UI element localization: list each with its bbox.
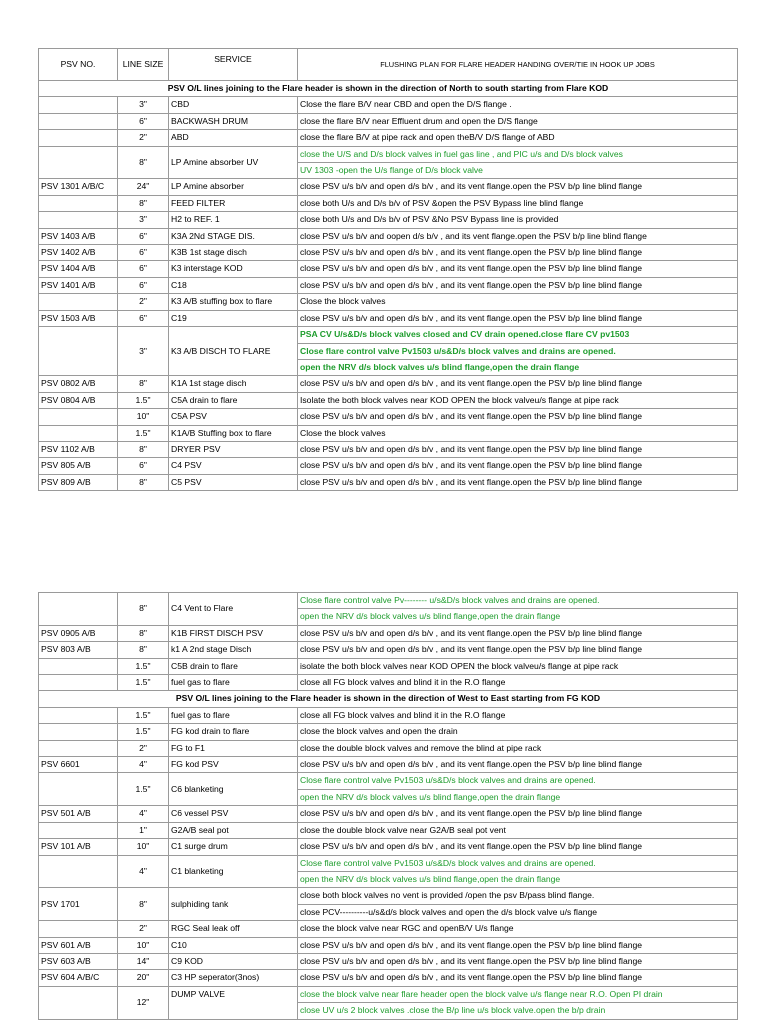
flushing-plan-cell: close PSV u/s b/v and open d/s b/v , and its vent flange.open the PSV b/p line blind flange (298, 806, 738, 822)
service-cell: C18 (169, 277, 298, 293)
flushing-plan-cell: close PSV u/s b/v and open d/s b/v , and its vent flange.open the PSV b/p line blind flange (298, 937, 738, 953)
line-size-cell: 10" (118, 937, 169, 953)
psv-number-cell: PSV 1402 A/B (39, 245, 118, 261)
table-row (39, 376, 738, 392)
table-row (39, 327, 738, 343)
service-cell: H2 to REF. 1 (169, 212, 298, 228)
flushing-plan-cell: open the NRV d/s block valves u/s blind flange,open the drain flange (298, 871, 738, 887)
psv-number-cell: PSV 1503 A/B (39, 310, 118, 326)
flushing-plan-cell: close PSV u/s b/v and open d/s b/v , and its vent flange.open the PSV b/p line blind flange (298, 970, 738, 986)
service-cell: RGC Seal leak off (169, 921, 298, 937)
table-row (39, 245, 738, 261)
service-cell: C5A PSV (169, 409, 298, 425)
line-size-cell: 8" (118, 642, 169, 658)
table-row (39, 970, 738, 986)
service-cell: C1 blanketing (169, 855, 298, 888)
section-note: PSV O/L lines joining to the Flare header is shown in the direction of West to East starting from FG KOD (39, 691, 738, 707)
table-row (39, 212, 738, 228)
flushing-plan-cell: close PSV u/s b/v and open d/s b/v , and its vent flange.open the PSV b/p line blind flange (298, 310, 738, 326)
table-row (39, 855, 738, 871)
table-row (39, 740, 738, 756)
flushing-plan-cell: close PSV u/s b/v and open d/s b/v , and its vent flange.open the PSV b/p line blind flange (298, 376, 738, 392)
psv-number-cell (39, 409, 118, 425)
line-size-cell: 1.5" (118, 675, 169, 691)
psv-number-cell: PSV 809 A/B (39, 474, 118, 490)
table-row (39, 642, 738, 658)
service-cell: k1 A 2nd stage Disch (169, 642, 298, 658)
psv-number-cell (39, 425, 118, 441)
flushing-plan-table-1 (38, 48, 738, 491)
flushing-plan-cell: close PSV u/s b/v and oopen d/s b/v , and its vent flange.open the PSV b/p line blind flange (298, 228, 738, 244)
table-row (39, 707, 738, 723)
flushing-plan-cell: close the double block valves and remove the blind at pipe rack (298, 740, 738, 756)
psv-number-cell (39, 921, 118, 937)
line-size-cell: 4" (118, 806, 169, 822)
line-size-cell: 2" (118, 740, 169, 756)
psv-number-cell (39, 675, 118, 691)
service-cell: K3 A/B DISCH TO FLARE (169, 327, 298, 376)
flushing-plan-cell: isolate the both block valves near KOD OPEN the block valveu/s flange at pipe rack (298, 658, 738, 674)
psv-number-cell: PSV 604 A/B/C (39, 970, 118, 986)
table-row (39, 757, 738, 773)
line-size-cell: 1.5" (118, 658, 169, 674)
header-service: SERVICE (169, 49, 298, 81)
table-row (39, 277, 738, 293)
line-size-cell: 10" (118, 409, 169, 425)
table-row (39, 441, 738, 457)
table-row (39, 773, 738, 789)
flushing-plan-cell: close PSV u/s b/v and open d/s b/v , and its vent flange.open the PSV b/p line blind flange (298, 757, 738, 773)
table-row (39, 179, 738, 195)
service-cell: LP Amine absorber UV (169, 146, 298, 179)
table-row (39, 294, 738, 310)
flushing-plan-cell: close PSV u/s b/v and open d/s b/v , and its vent flange.open the PSV b/p line blind flange (298, 458, 738, 474)
service-cell: C19 (169, 310, 298, 326)
flushing-plan-cell: PSA CV U/s&D/s block valves closed and CV drain opened.close flare CV pv1503 (298, 327, 738, 343)
service-cell: C6 blanketing (169, 773, 298, 806)
service-cell: C4 Vent to Flare (169, 593, 298, 626)
line-size-cell: 1.5" (118, 392, 169, 408)
psv-number-cell (39, 822, 118, 838)
table-row (39, 937, 738, 953)
service-cell: FG to F1 (169, 740, 298, 756)
flushing-plan-cell: close PSV u/s b/v and open d/s b/v , and its vent flange.open the PSV b/p line blind flange (298, 179, 738, 195)
service-cell: FG kod PSV (169, 757, 298, 773)
line-size-cell: 2" (118, 921, 169, 937)
flushing-plan-cell: close PSV u/s b/v and open d/s b/v , and its vent flange.open the PSV b/p line blind flange (298, 409, 738, 425)
flushing-plan-cell: Close the block valves (298, 294, 738, 310)
psv-number-cell: PSV 1403 A/B (39, 228, 118, 244)
psv-number-cell: PSV 601 A/B (39, 937, 118, 953)
psv-number-cell: PSV 0905 A/B (39, 625, 118, 641)
flushing-plan-cell: close both U/s and D/s b/v of PSV &No PSV Bypass line is provided (298, 212, 738, 228)
flushing-plan-cell: close PSV u/s b/v and open d/s b/v , and its vent flange.open the PSV b/p line blind flange (298, 474, 738, 490)
table-row (39, 839, 738, 855)
line-size-cell: 8" (118, 376, 169, 392)
psv-number-cell: PSV 1102 A/B (39, 441, 118, 457)
service-cell: G2A/B seal pot (169, 822, 298, 838)
flushing-plan-cell: close the block valve near flare header open the block valve u/s flange near R.O. Open PI drain (298, 986, 738, 1002)
section-note-row (39, 81, 738, 97)
flushing-plan-cell: Close flare control valve Pv1503 u/s&D/s block valves and drains are opened. (298, 773, 738, 789)
line-size-cell: 8" (118, 195, 169, 211)
flushing-plan-cell: Close flare control valve Pv-------- u/s&D/s block valves and drains are opened. (298, 593, 738, 609)
line-size-cell: 10" (118, 839, 169, 855)
table-row (39, 658, 738, 674)
flushing-plan-cell: close the flare B/V near Effluent drum and open the D/S flange (298, 113, 738, 129)
table-row (39, 822, 738, 838)
service-cell: K1B FIRST DISCH PSV (169, 625, 298, 641)
flushing-plan-cell: close the block valves and open the drain (298, 724, 738, 740)
table-row (39, 458, 738, 474)
flushing-plan-cell: Close flare control valve Pv1503 u/s&D/s block valves and drains are opened. (298, 343, 738, 359)
table-row (39, 228, 738, 244)
header-line-size: LINE SIZE (118, 49, 169, 81)
service-cell: K3 A/B stuffing box to flare (169, 294, 298, 310)
line-size-cell: 1.5" (118, 724, 169, 740)
flushing-plan-cell: close PSV u/s b/v and open d/s b/v , and its vent flange.open the PSV b/p line blind flange (298, 261, 738, 277)
psv-number-cell: PSV 1401 A/B (39, 277, 118, 293)
service-cell: C6 vessel PSV (169, 806, 298, 822)
flushing-plan-cell: close PSV u/s b/v and open d/s b/v , and its vent flange.open the PSV b/p line blind flange (298, 277, 738, 293)
section-note-row (39, 691, 738, 707)
table-row (39, 593, 738, 609)
table-row (39, 806, 738, 822)
line-size-cell: 6" (118, 113, 169, 129)
line-size-cell: 3" (118, 212, 169, 228)
flushing-plan-cell: open the NRV d/s block valves u/s blind flange,open the drain flange (298, 359, 738, 375)
line-size-cell: 6" (118, 458, 169, 474)
flushing-plan-cell: close PSV u/s b/v and open d/s b/v , and its vent flange.open the PSV b/p line blind flange (298, 953, 738, 969)
flushing-plan-cell: close PSV u/s b/v and open d/s b/v , and its vent flange.open the PSV b/p line blind flange (298, 245, 738, 261)
flushing-plan-cell: close PSV u/s b/v and open d/s b/v , and its vent flange.open the PSV b/p line blind flange (298, 625, 738, 641)
psv-number-cell: PSV 101 A/B (39, 839, 118, 855)
flushing-plan-cell: Close the flare B/V near CBD and open the D/S flange . (298, 97, 738, 113)
line-size-cell: 8" (118, 625, 169, 641)
psv-number-cell (39, 327, 118, 376)
psv-number-cell (39, 593, 118, 626)
line-size-cell: 1.5" (118, 773, 169, 806)
table-2-body (39, 593, 738, 1020)
service-cell: fuel gas to flare (169, 707, 298, 723)
service-cell: CBD (169, 97, 298, 113)
service-cell: K1A 1st stage disch (169, 376, 298, 392)
table-row (39, 310, 738, 326)
psv-number-cell: PSV 1301 A/B/C (39, 179, 118, 195)
section-note: PSV O/L lines joining to the Flare header is shown in the direction of North to south starting from Flare KOD (39, 81, 738, 97)
line-size-cell: 4" (118, 855, 169, 888)
line-size-cell: 3" (118, 327, 169, 376)
psv-number-cell (39, 773, 118, 806)
service-cell: K3A 2Nd STAGE DIS. (169, 228, 298, 244)
table-row (39, 675, 738, 691)
line-size-cell: 2" (118, 130, 169, 146)
psv-number-cell (39, 195, 118, 211)
psv-number-cell: PSV 803 A/B (39, 642, 118, 658)
header-psv-no: PSV NO. (39, 49, 118, 81)
psv-number-cell (39, 97, 118, 113)
psv-number-cell (39, 212, 118, 228)
table-row (39, 921, 738, 937)
line-size-cell: 8" (118, 888, 169, 921)
flushing-plan-cell: Isolate the both block valves near KOD OPEN the block valveu/s flange at pipe rack (298, 392, 738, 408)
service-cell: sulphiding tank (169, 888, 298, 921)
psv-number-cell (39, 294, 118, 310)
flushing-plan-cell: open the NRV d/s block valves u/s blind flange,open the drain flange (298, 609, 738, 625)
flushing-plan-cell: close PSV u/s b/v and open d/s b/v , and its vent flange.open the PSV b/p line blind flange (298, 839, 738, 855)
line-size-cell: 24" (118, 179, 169, 195)
table-row (39, 113, 738, 129)
psv-number-cell: PSV 0804 A/B (39, 392, 118, 408)
table-row (39, 474, 738, 490)
table-row (39, 986, 738, 1002)
flushing-plan-cell: close all FG block valves and blind it in the R.O flange (298, 707, 738, 723)
psv-number-cell (39, 855, 118, 888)
psv-number-cell (39, 130, 118, 146)
flushing-plan-cell: close PSV u/s b/v and open d/s b/v , and its vent flange.open the PSV b/p line blind flange (298, 441, 738, 457)
line-size-cell: 8" (118, 146, 169, 179)
line-size-cell: 2" (118, 294, 169, 310)
service-cell: C5A drain to flare (169, 392, 298, 408)
table-row (39, 130, 738, 146)
line-size-cell: 8" (118, 474, 169, 490)
table-1-body (39, 81, 738, 491)
line-size-cell: 12" (118, 986, 169, 1019)
table-row (39, 261, 738, 277)
flushing-plan-cell: close PSV u/s b/v and open d/s b/v , and its vent flange.open the PSV b/p line blind flange (298, 642, 738, 658)
flushing-plan-cell: close the block valve near RGC and openB/V U/s flange (298, 921, 738, 937)
service-cell: C9 KOD (169, 953, 298, 969)
service-cell: ABD (169, 130, 298, 146)
psv-number-cell (39, 113, 118, 129)
table-row (39, 146, 738, 162)
header-flushing-plan: FLUSHING PLAN FOR FLARE HEADER HANDING OVER/TIE IN HOOK UP JOBS (298, 49, 738, 81)
service-cell: C10 (169, 937, 298, 953)
psv-number-cell: PSV 805 A/B (39, 458, 118, 474)
line-size-cell: 1.5" (118, 707, 169, 723)
service-cell: C5 PSV (169, 474, 298, 490)
line-size-cell: 20" (118, 970, 169, 986)
service-cell: fuel gas to flare (169, 675, 298, 691)
flushing-plan-cell: close the double block valve near G2A/B seal pot vent (298, 822, 738, 838)
flushing-plan-cell: close the U/S and D/s block valves in fuel gas line , and PIC u/s and D/s block valves (298, 146, 738, 162)
line-size-cell: 6" (118, 261, 169, 277)
service-cell: BACKWASH DRUM (169, 113, 298, 129)
flushing-plan-cell: open the NRV d/s block valves u/s blind flange,open the drain flange (298, 789, 738, 805)
psv-number-cell: PSV 501 A/B (39, 806, 118, 822)
service-cell: FG kod drain to flare (169, 724, 298, 740)
service-cell: DUMP VALVE (169, 986, 298, 1019)
psv-number-cell: PSV 1701 (39, 888, 118, 921)
psv-number-cell: PSV 603 A/B (39, 953, 118, 969)
psv-number-cell: PSV 1404 A/B (39, 261, 118, 277)
service-cell: K3 interstage KOD (169, 261, 298, 277)
table-row (39, 953, 738, 969)
service-cell: K3B 1st stage disch (169, 245, 298, 261)
flushing-plan-cell: close both block valves no vent is provided /open the psv B/pass blind flange. (298, 888, 738, 904)
service-cell: C4 PSV (169, 458, 298, 474)
flushing-plan-cell: Close flare control valve Pv1503 u/s&D/s block valves and drains are opened. (298, 855, 738, 871)
psv-number-cell: PSV 6601 (39, 757, 118, 773)
flushing-plan-cell: close the flare B/V at pipe rack and open theB/V D/S flange of ABD (298, 130, 738, 146)
line-size-cell: 6" (118, 277, 169, 293)
line-size-cell: 6" (118, 228, 169, 244)
line-size-cell: 3" (118, 97, 169, 113)
service-cell: LP Amine absorber (169, 179, 298, 195)
psv-number-cell (39, 724, 118, 740)
table-row (39, 888, 738, 904)
flushing-plan-table-2 (38, 592, 738, 1020)
table-row (39, 97, 738, 113)
line-size-cell: 14" (118, 953, 169, 969)
line-size-cell: 8" (118, 441, 169, 457)
service-cell: FEED FILTER (169, 195, 298, 211)
flushing-plan-cell: close both U/s and D/s b/v of PSV &open the PSV Bypass line blind flange (298, 195, 738, 211)
psv-number-cell: PSV 0802 A/B (39, 376, 118, 392)
psv-number-cell (39, 658, 118, 674)
service-cell: DRYER PSV (169, 441, 298, 457)
flushing-plan-cell: Close the block valves (298, 425, 738, 441)
psv-number-cell (39, 740, 118, 756)
service-cell: C5B drain to flare (169, 658, 298, 674)
flushing-plan-cell: close all FG block valves and blind it in the R.O flange (298, 675, 738, 691)
service-cell: C1 surge drum (169, 839, 298, 855)
psv-number-cell (39, 146, 118, 179)
flushing-plan-cell: close UV u/s 2 block valves .close the B/p line u/s block valve.open the b/p drain (298, 1003, 738, 1019)
psv-number-cell (39, 707, 118, 723)
table-row (39, 409, 738, 425)
line-size-cell: 6" (118, 310, 169, 326)
service-cell: C3 HP seperator(3nos) (169, 970, 298, 986)
line-size-cell: 8" (118, 593, 169, 626)
flushing-plan-cell: close PCV----------u/s&d/s block valves and open the d/s block valve u/s flange (298, 904, 738, 920)
table-row (39, 392, 738, 408)
table-row (39, 724, 738, 740)
table-row (39, 425, 738, 441)
line-size-cell: 1.5" (118, 425, 169, 441)
line-size-cell: 6" (118, 245, 169, 261)
flushing-plan-cell: UV 1303 -open the U/s flange of D/s block valve (298, 163, 738, 179)
psv-number-cell (39, 986, 118, 1019)
service-cell: K1A/B Stuffing box to flare (169, 425, 298, 441)
table-row (39, 625, 738, 641)
line-size-cell: 1" (118, 822, 169, 838)
table-row (39, 195, 738, 211)
line-size-cell: 4" (118, 757, 169, 773)
